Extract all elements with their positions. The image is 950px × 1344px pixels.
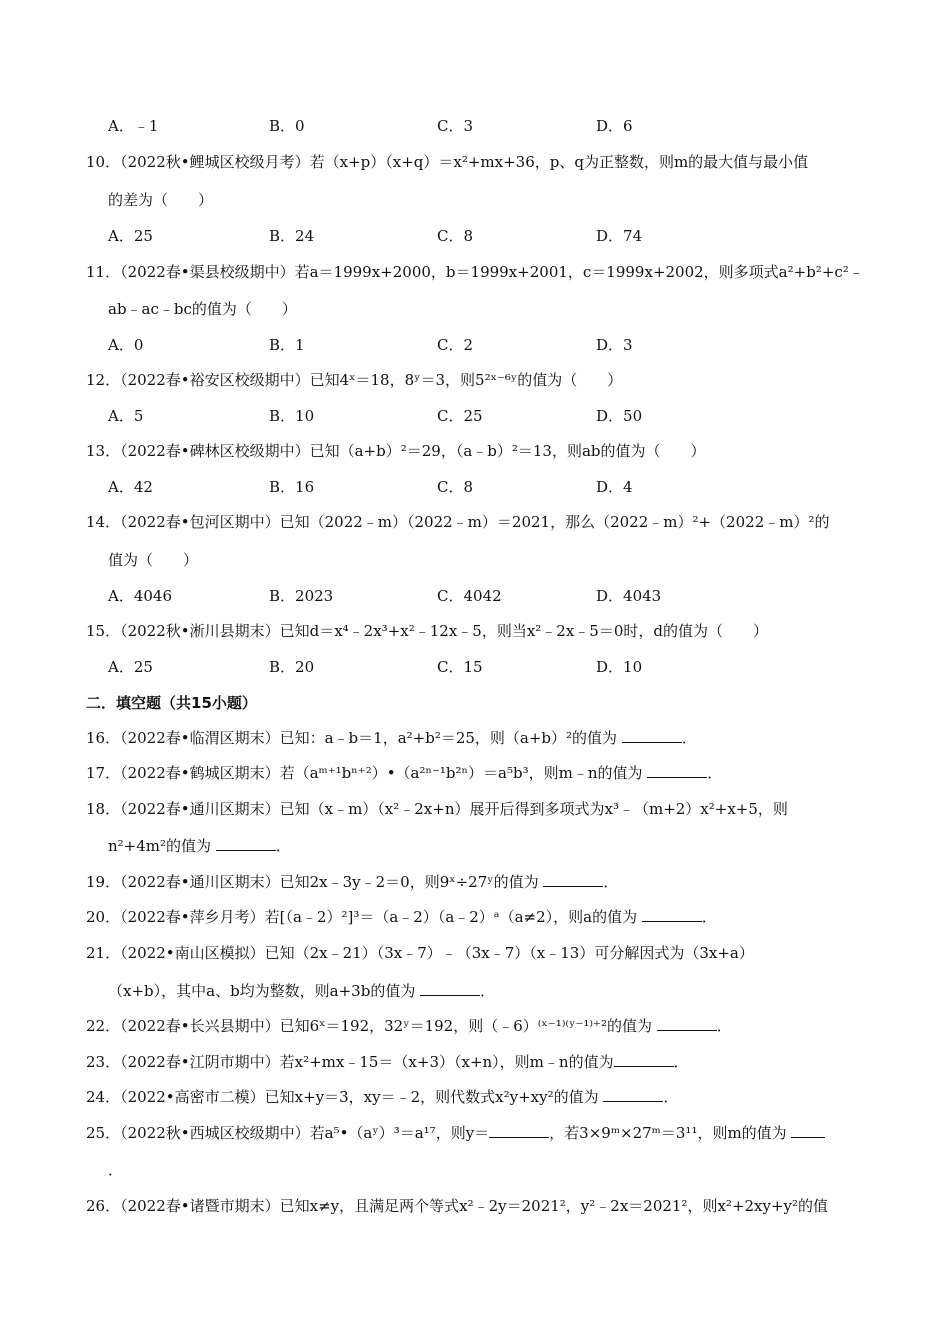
q24-stem: 24．（2022•高密市二模）已知x+y＝3，xy＝﹣2，则代数式x²y+xy²的值为 bbox=[86, 1088, 599, 1106]
q12-options bbox=[108, 404, 868, 428]
q22-answer-blank[interactable] bbox=[657, 1014, 717, 1031]
q21-cont bbox=[108, 979, 890, 1003]
q24-answer-blank[interactable] bbox=[603, 1085, 663, 1102]
q21-stem-cont: （x+b），其中a、b均为整数，则a+3b的值为 bbox=[108, 982, 416, 1000]
q16 bbox=[86, 726, 890, 750]
q17-end: ． bbox=[707, 764, 723, 782]
q21-stem: 21．（2022•南山区模拟）已知（2x﹣21）（3x﹣7）﹣（3x﹣7）（x﹣13）可分解因式为（3x+a） bbox=[86, 944, 754, 962]
q10-option-c: C．8 bbox=[437, 227, 474, 245]
q20-answer-blank[interactable] bbox=[642, 905, 702, 922]
q13-options bbox=[108, 475, 868, 499]
q25-stem-part1: 25．（2022秋•西城区校级期中）若a⁵•（aʸ）³＝a¹⁷，则y＝ bbox=[86, 1124, 490, 1142]
q26-stem: 26．（2022春•诸暨市期末）已知x≠y，且满足两个等式x²﹣2y＝2021²，y²﹣2x＝2021²，则x²+2xy+y²的值 bbox=[86, 1197, 829, 1215]
q9-option-a: A．﹣1 bbox=[108, 117, 159, 135]
q9-option-d: D．6 bbox=[596, 117, 633, 135]
q21-answer-blank[interactable] bbox=[420, 979, 480, 996]
q14-stem: 14．（2022春•包河区期中）已知（2022﹣m）（2022﹣m）＝2021，那么（2022﹣m）²+（2022﹣m）²的 bbox=[86, 513, 830, 531]
q11-stem-cont: ab﹣ac﹣bc的值为（ ） bbox=[108, 300, 297, 318]
q19-end: ． bbox=[603, 873, 619, 891]
section-title-fill-in: 二．填空题（共15小题） bbox=[86, 694, 257, 712]
q25-answer-blank-m[interactable] bbox=[791, 1121, 825, 1138]
q11-option-b: B．1 bbox=[269, 336, 305, 354]
q14-option-d: D．4043 bbox=[596, 587, 662, 605]
q24 bbox=[86, 1085, 890, 1109]
q22-end: ． bbox=[716, 1017, 732, 1035]
q13-option-a: A．42 bbox=[108, 478, 153, 496]
q14-stem-cont: 值为（ ） bbox=[108, 551, 199, 569]
q10-option-b: B．24 bbox=[269, 227, 315, 245]
q17 bbox=[86, 761, 890, 785]
q19-answer-blank[interactable] bbox=[543, 870, 603, 887]
q11-options bbox=[108, 333, 868, 357]
q10-stem-cont: 的差为（ ） bbox=[108, 191, 214, 209]
q23 bbox=[86, 1050, 890, 1074]
q13-option-c: C．8 bbox=[437, 478, 474, 496]
q25-answer-blank-y[interactable] bbox=[489, 1121, 549, 1138]
q12-option-c: C．25 bbox=[437, 407, 483, 425]
q11-option-a: A．0 bbox=[108, 336, 144, 354]
q25 bbox=[86, 1121, 890, 1145]
q13-stem: 13．（2022春•碑林区校级期中）已知（a+b）²＝29，（a﹣b）²＝13，则ab的值为（ ） bbox=[86, 442, 706, 460]
q16-end: ． bbox=[681, 729, 697, 747]
q10-stem: 10．（2022秋•鲤城区校级月考）若（x+p）（x+q）＝x²+mx+36，p、q为正整数，则m的最大值与最小值 bbox=[86, 153, 809, 171]
q17-answer-blank[interactable] bbox=[647, 761, 707, 778]
q25-end: ． bbox=[108, 1161, 124, 1179]
q11-option-d: D．3 bbox=[596, 336, 633, 354]
q15-option-b: B．20 bbox=[269, 658, 315, 676]
q23-answer-blank[interactable] bbox=[614, 1050, 674, 1067]
q12-option-b: B．10 bbox=[269, 407, 315, 425]
q18-stem-cont: n²+4m²的值为 bbox=[108, 837, 212, 855]
q14-option-b: B．2023 bbox=[269, 587, 334, 605]
q24-end: ． bbox=[663, 1088, 679, 1106]
q22-stem: 22．（2022春•长兴县期中）已知6ˣ＝192，32ʸ＝192，则（﹣6）⁽ˣ⁻¹⁾⁽ʸ⁻¹⁾⁺²的值为 bbox=[86, 1017, 652, 1035]
q15-option-d: D．10 bbox=[596, 658, 643, 676]
q18-end: ． bbox=[275, 837, 291, 855]
q14-option-a: A．4046 bbox=[108, 587, 173, 605]
q12-stem: 12．（2022春•裕安区校级期中）已知4ˣ＝18，8ʸ＝3，则5²ˣ⁻⁶ʸ的值为（ ） bbox=[86, 371, 623, 389]
q16-answer-blank[interactable] bbox=[622, 726, 682, 743]
q10-option-d: D．74 bbox=[596, 227, 643, 245]
q19 bbox=[86, 870, 890, 894]
q23-end: ． bbox=[673, 1053, 689, 1071]
q12-option-d: D．50 bbox=[596, 407, 643, 425]
q15-stem: 15．（2022秋•淅川县期末）已知d＝x⁴﹣2x³+x²﹣12x﹣5，则当x²﹣2x﹣5＝0时，d的值为（ ） bbox=[86, 622, 768, 640]
q21-end: ． bbox=[480, 982, 496, 1000]
q10-options bbox=[108, 224, 868, 248]
q9-option-c: C．3 bbox=[437, 117, 474, 135]
q13-option-b: B．16 bbox=[269, 478, 315, 496]
q9-option-b: B．0 bbox=[269, 117, 305, 135]
q10-option-a: A．25 bbox=[108, 227, 153, 245]
q16-stem: 16．（2022春•临渭区期末）已知：a﹣b＝1，a²+b²＝25，则（a+b）²的值为 bbox=[86, 729, 618, 747]
q25-stem-part2: ，若3×9ᵐ×27ᵐ＝3¹¹，则m的值为 bbox=[549, 1124, 787, 1142]
q15-option-c: C．15 bbox=[437, 658, 483, 676]
q14-options bbox=[108, 584, 868, 608]
q18-answer-blank[interactable] bbox=[216, 834, 276, 851]
q9-options bbox=[108, 114, 868, 138]
q12-option-a: A．5 bbox=[108, 407, 144, 425]
q11-stem: 11．（2022春•渠县校级期中）若a＝1999x+2000，b＝1999x+2001，c＝1999x+2002，则多项式a²+b²+c²﹣ bbox=[86, 263, 864, 281]
q20-end: ． bbox=[701, 908, 717, 926]
q15-options bbox=[108, 655, 868, 679]
q13-option-d: D．4 bbox=[596, 478, 633, 496]
q15-option-a: A．25 bbox=[108, 658, 153, 676]
q11-option-c: C．2 bbox=[437, 336, 474, 354]
q14-option-c: C．4042 bbox=[437, 587, 502, 605]
q17-stem: 17．（2022春•鹤城区期末）若（aᵐ⁺¹bⁿ⁺²）•（a²ⁿ⁻¹b²ⁿ）＝a⁵b³，则m﹣n的值为 bbox=[86, 764, 643, 782]
q18-stem: 18．（2022春•通川区期末）已知（x﹣m）（x²﹣2x+n）展开后得到多项式为x³﹣（m+2）x²+x+5，则 bbox=[86, 800, 788, 818]
q22 bbox=[86, 1014, 890, 1038]
q19-stem: 19．（2022春•通川区期末）已知2x﹣3y﹣2＝0，则9ˣ÷27ʸ的值为 bbox=[86, 873, 539, 891]
q20 bbox=[86, 905, 890, 929]
q20-stem: 20．（2022春•萍乡月考）若[（a﹣2）²]³＝（a﹣2）（a﹣2）ᵃ（a≠2），则a的值为 bbox=[86, 908, 638, 926]
q18-cont bbox=[108, 834, 890, 858]
q23-stem: 23．（2022春•江阴市期中）若x²+mx﹣15＝（x+3）（x+n），则m﹣n的值为 bbox=[86, 1053, 614, 1071]
